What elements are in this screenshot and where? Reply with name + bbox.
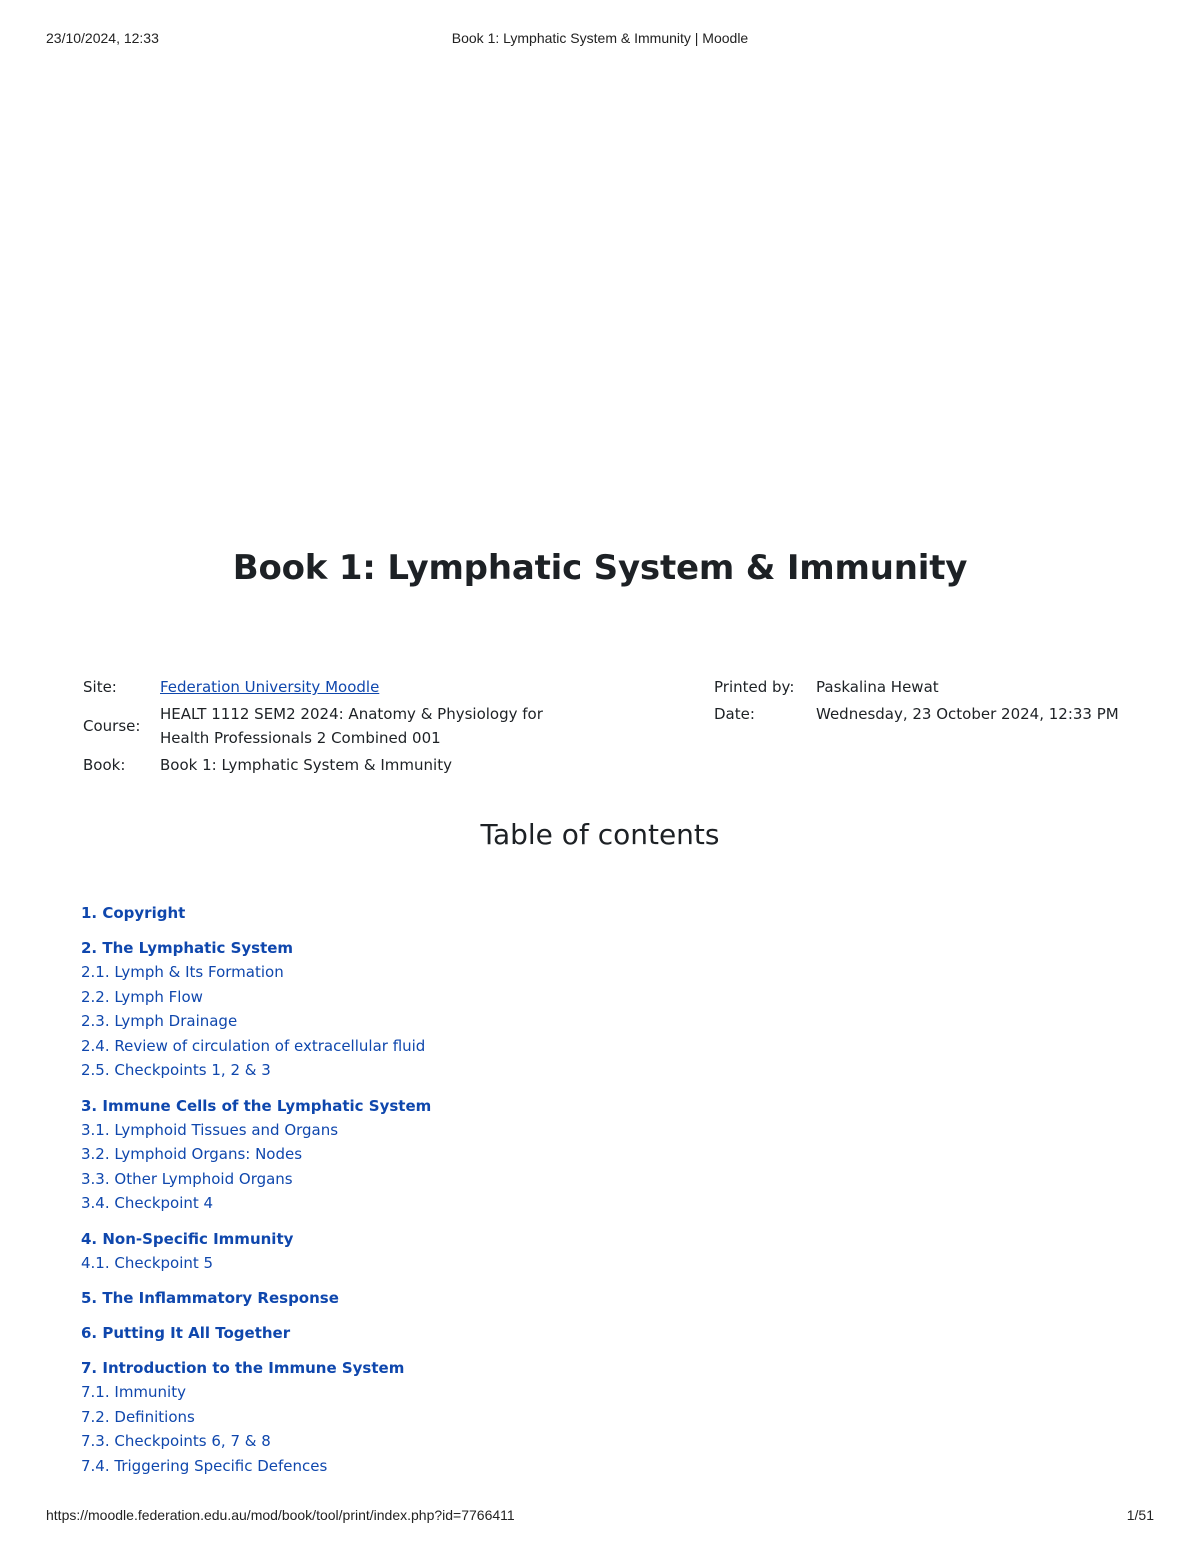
table-of-contents bbox=[81, 901, 781, 1489]
toc-chapter bbox=[81, 901, 781, 925]
meta-row-book bbox=[83, 753, 643, 777]
toc-subchapter-link[interactable]: 2.3. Lymph Drainage bbox=[81, 1012, 238, 1030]
toc-chapter-link[interactable]: 3. Immune Cells of the Lymphatic System bbox=[81, 1096, 432, 1115]
toc-subchapter-link[interactable]: 2.4. Review of circulation of extracellular fluid bbox=[81, 1036, 426, 1055]
toc-chapter-link[interactable]: 6. Putting It All Together bbox=[81, 1324, 291, 1342]
meta-row-course bbox=[83, 702, 643, 750]
toc-chapter-link[interactable]: 7. Introduction to the Immune System bbox=[81, 1359, 405, 1377]
toc-subchapter-link[interactable]: 7.2. Definitions bbox=[81, 1407, 195, 1426]
toc-chapter bbox=[81, 936, 781, 1083]
toc-chapter-link[interactable]: 4. Non-Specific Immunity bbox=[81, 1229, 294, 1248]
toc-chapter bbox=[81, 1094, 781, 1216]
toc-subchapter-link[interactable]: 3.3. Other Lymphoid Organs bbox=[81, 1169, 293, 1188]
print-timestamp: 23/10/2024, 12:33 bbox=[46, 30, 159, 46]
meta-row-site bbox=[83, 675, 643, 699]
toc-title: Table of contents bbox=[480, 818, 720, 851]
date-label: Date: bbox=[714, 705, 755, 723]
meta-row-printed-by bbox=[714, 675, 1154, 699]
print-footer bbox=[46, 1507, 1154, 1527]
toc-subchapter-link[interactable]: 3.4. Checkpoint 4 bbox=[81, 1194, 214, 1212]
printed-by-value: Paskalina Hewat bbox=[816, 678, 939, 696]
toc-chapter-link[interactable]: 2. The Lymphatic System bbox=[81, 939, 294, 957]
printed-by-label: Printed by: bbox=[714, 678, 795, 696]
toc-chapter bbox=[81, 1356, 781, 1478]
page-number: 1/51 bbox=[1126, 1507, 1154, 1523]
meta-row-date bbox=[714, 702, 1154, 726]
book-value: Book 1: Lymphatic System & Immunity bbox=[160, 756, 452, 774]
book-title: Book 1: Lymphatic System & Immunity bbox=[232, 548, 968, 588]
toc-subchapter-link[interactable]: 3.1. Lymphoid Tissues and Organs bbox=[81, 1120, 339, 1139]
course-value-line1: HEALT 1112 SEM2 2024: Anatomy & Physiology for bbox=[160, 705, 543, 723]
toc-chapter-link[interactable]: 5. The Inflammatory Response bbox=[81, 1289, 339, 1307]
course-value-line2: Health Professionals 2 Combined 001 bbox=[160, 729, 441, 747]
toc-subchapter-link[interactable]: 7.1. Immunity bbox=[81, 1383, 186, 1401]
site-label: Site: bbox=[83, 678, 117, 696]
print-header bbox=[46, 30, 1154, 50]
date-value: Wednesday, 23 October 2024, 12:33 PM bbox=[816, 705, 1119, 723]
course-label: Course: bbox=[83, 717, 141, 735]
toc-subchapter-link[interactable]: 7.4. Triggering Specific Defences bbox=[81, 1456, 328, 1475]
toc-chapter bbox=[81, 1321, 781, 1345]
book-label: Book: bbox=[83, 756, 126, 774]
toc-subchapter-link[interactable]: 2.1. Lymph & Its Formation bbox=[81, 963, 284, 981]
toc-subchapter-link[interactable]: 4.1. Checkpoint 5 bbox=[81, 1253, 214, 1272]
site-link[interactable]: Federation University Moodle bbox=[160, 678, 380, 696]
book-meta-left bbox=[83, 675, 643, 780]
toc-chapter bbox=[81, 1286, 781, 1310]
print-url: https://moodle.federation.edu.au/mod/book/tool/print/index.php?id=7766411 bbox=[46, 1507, 515, 1523]
toc-chapter-link[interactable]: 1. Copyright bbox=[81, 904, 186, 922]
toc-subchapter-link[interactable]: 7.3. Checkpoints 6, 7 & 8 bbox=[81, 1432, 271, 1450]
toc-subchapter-link[interactable]: 2.5. Checkpoints 1, 2 & 3 bbox=[81, 1061, 271, 1079]
book-meta-right bbox=[714, 675, 1154, 729]
toc-subchapter-link[interactable]: 2.2. Lymph Flow bbox=[81, 987, 203, 1006]
course-value bbox=[160, 702, 643, 750]
toc-chapter bbox=[81, 1227, 781, 1276]
print-page-title: Book 1: Lymphatic System & Immunity | Moodle bbox=[451, 30, 749, 46]
toc-subchapter-link[interactable]: 3.2. Lymphoid Organs: Nodes bbox=[81, 1145, 303, 1163]
